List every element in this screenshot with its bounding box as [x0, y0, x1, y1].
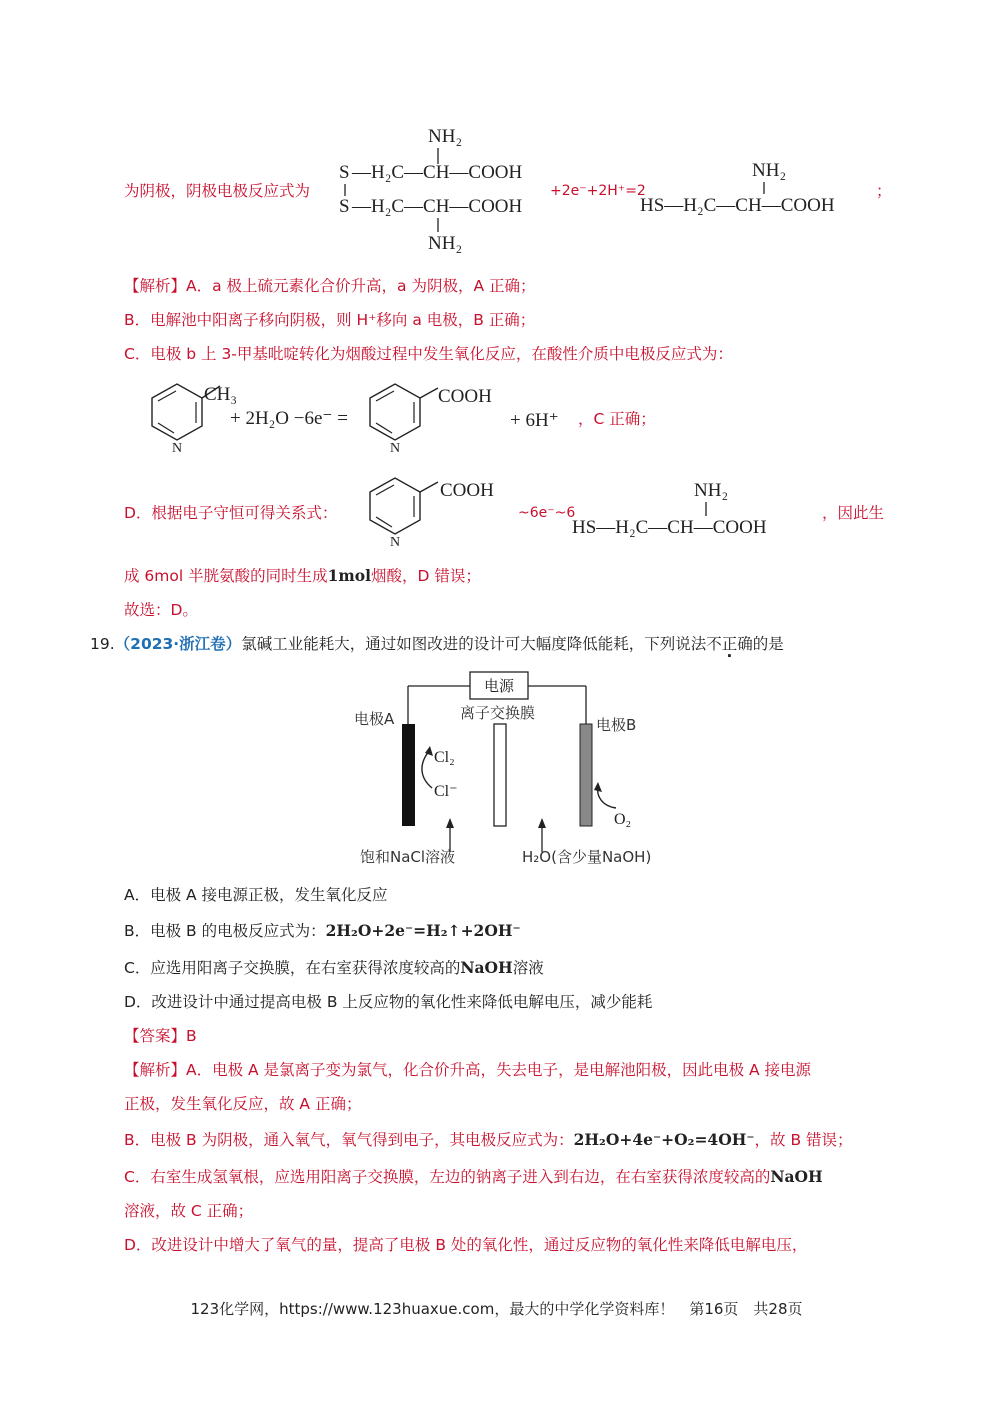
- option-c-bold: NaOH: [460, 958, 513, 977]
- pyridine-n-2: N: [390, 441, 401, 456]
- analysis-b: B．电解池中阳离子移向阴极，则 H⁺移向 a 电极，B 正确；: [124, 311, 536, 329]
- analysis-a: 【解析】A．a 极上硫元素化合价升高，a 为阴极，A 正确；: [124, 277, 536, 295]
- cl-minus-label: Cl⁻: [434, 783, 458, 800]
- cysteine-nh2-2: NH₂: [694, 480, 729, 501]
- cystine-top-nh2: NH₂: [428, 126, 463, 147]
- membrane-label: 离子交换膜: [460, 704, 536, 722]
- analysis-d-prefix: D．根据电子守恒可得关系式：: [124, 504, 338, 522]
- option-b-equation: 2H₂O+2e⁻=H₂↑+2OH⁻: [325, 921, 521, 940]
- analysis-d-nicotinic-acid: [356, 474, 506, 554]
- reaction-c-nicotinic-acid: [356, 380, 506, 460]
- cathode-reaction-prefix: 为阴极，阴极电极反应式为: [124, 182, 311, 200]
- electrode-b: [580, 724, 592, 826]
- reaction-c-tail: + 6H⁺: [510, 410, 559, 431]
- analysis2-c-prefix: C．右室生成氢氧根，应选用阳离子交换膜，左边的钠离子进入到右边，在右室获得浓度较高的: [124, 1168, 771, 1186]
- electrode-b-label: 电极B: [596, 716, 637, 734]
- right-feed-label: H₂O(含少量NaOH): [522, 848, 652, 866]
- pyridine-n-1: N: [172, 441, 183, 456]
- left-feed-label: 饱和NaCl溶液: [360, 848, 456, 866]
- cooh-label-2: COOH: [440, 480, 494, 501]
- option-c-suffix: 溶液: [512, 959, 544, 977]
- cystine-bottom-nh2: NH₂: [428, 233, 463, 254]
- cysteine-nh2: NH₂: [752, 160, 787, 181]
- power-supply-label: 电源: [483, 677, 515, 695]
- cathode-reaction-electrons: +2e⁻+2H⁺=2: [550, 183, 646, 199]
- cysteine-chain: HS—H₂C—CH—COOH: [640, 195, 835, 216]
- analysis-c: C．电极 b 上 3-甲基吡啶转化为烟酸过程中发生氧化反应，在酸性介质中电极反应式为：: [124, 345, 733, 363]
- reaction-c-conclusion: ，C 正确；: [578, 410, 656, 428]
- answer-line: 【答案】B: [124, 1027, 197, 1045]
- option-b: [124, 920, 521, 942]
- question-number: 19.: [90, 635, 115, 653]
- question-emphasis: 不正确: [706, 635, 753, 653]
- pyridine-n-3: N: [390, 535, 401, 550]
- analysis2-b: [124, 1129, 853, 1151]
- electrode-a-label: 电极A: [354, 710, 395, 728]
- question-text: 氯碱工业能耗大，通过如图改进的设计可大幅度降低能耗，下列说法: [241, 635, 707, 653]
- option-b-prefix: B．电极 B 的电极反应式为：: [124, 922, 326, 940]
- analysis2-b-suffix: ，故 B 错误；: [754, 1131, 853, 1149]
- cystine-top-s: S: [339, 162, 350, 183]
- analysis2-b-prefix: B．电极 B 为阴极，通入氧气，氧气得到电子，其电极反应式为：: [124, 1131, 574, 1149]
- option-d: D．改进设计中通过提高电极 B 上反应物的氧化性来降低电解电压，减少能耗: [124, 993, 653, 1011]
- question-end: 的是: [752, 635, 784, 653]
- analysis2-c-line1: [124, 1166, 823, 1188]
- option-a: A．电极 A 接电源正极，发生氧化反应: [124, 886, 388, 904]
- analysis-d-suffix: ，因此生: [822, 504, 885, 522]
- analysis2-c-line2: 溶液，故 C 正确；: [124, 1202, 254, 1220]
- cystine-bottom-chain: —H₂C—CH—COOH: [352, 196, 523, 217]
- cysteine-chain-2: HS—H₂C—CH—COOH: [572, 517, 767, 538]
- choose-answer: 故选：D。: [124, 601, 198, 619]
- cl2-label: Cl₂: [434, 749, 455, 766]
- cysteine-structure-2: [572, 476, 822, 542]
- analysis2-c-bold: NaOH: [770, 1167, 823, 1186]
- cystine-top-chain: —H₂C—CH—COOH: [352, 162, 523, 183]
- analysis-d2-bold: 1mol: [327, 566, 372, 585]
- page-footer: 123化学网，https://www.123huaxue.com，最大的中学化学资料库！ 第16页 共28页: [190, 1300, 803, 1318]
- question-19: [90, 633, 784, 655]
- cystine-bottom-s: S: [339, 196, 350, 217]
- cathode-reaction-suffix: ；: [876, 182, 892, 200]
- analysis2-a-line2: 正极，发生氧化反应，故 A 正确；: [124, 1095, 362, 1113]
- analysis-d2-post: 烟酸，D 错误；: [371, 567, 481, 585]
- cysteine-structure-1: [640, 156, 870, 220]
- electrolysis-cell-diagram: [340, 666, 670, 876]
- analysis-d-relation: ~6e⁻~6: [518, 505, 576, 521]
- question-source: （2023·浙江卷）: [114, 635, 242, 653]
- cystine-structure: [336, 122, 546, 257]
- option-c: [124, 957, 544, 979]
- analysis-d-line2: [124, 565, 481, 587]
- analysis2-b-equation: 2H₂O+4e⁻+O₂=4OH⁻: [573, 1130, 755, 1149]
- reaction-c-middle: + 2H₂O −6e⁻ =: [230, 408, 348, 429]
- ion-exchange-membrane: [494, 724, 506, 826]
- electrode-a: [402, 724, 415, 826]
- option-c-prefix: C．应选用阳离子交换膜，在右室获得浓度较高的: [124, 959, 461, 977]
- analysis2-d-line1: D．改进设计中增大了氧气的量，提高了电极 B 处的氧化性，通过反应物的氧化性来降低电解电压，: [124, 1236, 808, 1254]
- analysis-d2-pre: 成 6mol 半胱氨酸的同时生成: [124, 567, 328, 585]
- o2-label: O₂: [614, 811, 632, 828]
- analysis2-a-line1: 【解析】A．电极 A 是氯离子变为氯气，化合价升高，失去电子，是电解池阳极，因此电极 A 接电源: [124, 1061, 812, 1079]
- methyl-label: CH₃: [204, 384, 238, 405]
- cooh-label-1: COOH: [438, 386, 492, 407]
